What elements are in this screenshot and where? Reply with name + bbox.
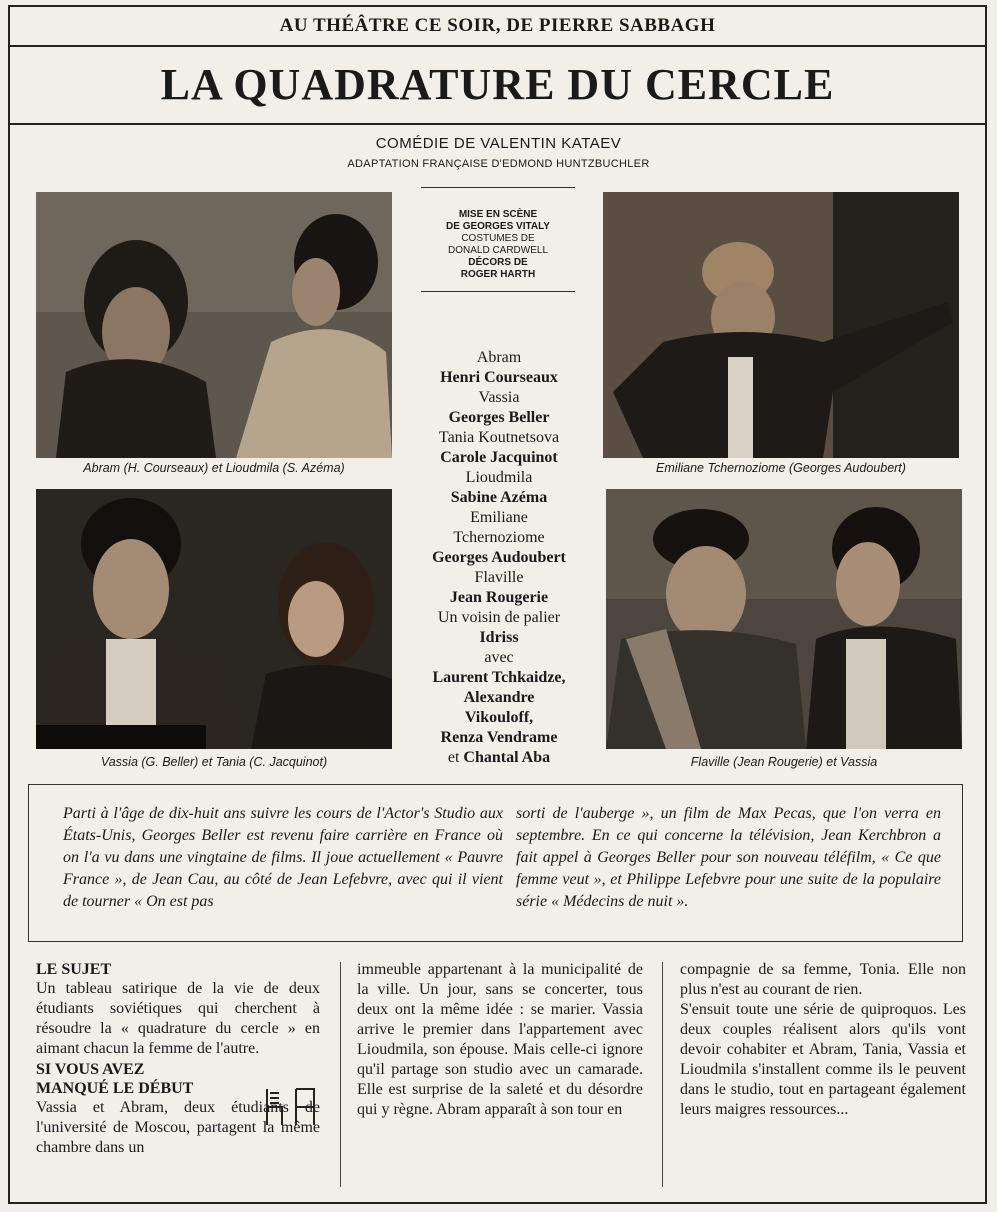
cast-role: Lioudmila (465, 469, 533, 486)
cast-actor: Sabine Azéma (450, 489, 548, 506)
photo-vassia-tania (36, 489, 392, 749)
page-title: LA QUADRATURE DU CERCLE (10, 45, 985, 125)
cast-actor: Carole Jacquinot (440, 449, 558, 466)
cast-actor: Georges Beller (448, 409, 550, 426)
cast-last-prefix: et (447, 749, 460, 766)
crew-line: DÉCORS DE (468, 257, 528, 268)
crew-list (413, 209, 583, 281)
crew-line: MISE EN SCÈNE (458, 209, 538, 220)
kicker: AU THÉÂTRE CE SOIR, DE PIERRE SABBAGH (10, 7, 985, 47)
sujet-text: Un tableau satirique de la vie de deux étudiants soviétiques qui cherchent à résoudre la « quadrature du cercle » en aimant chacun la femme de l'autre. (36, 980, 320, 1057)
cast-role: Tchernoziome (453, 529, 545, 546)
cast-actor: Alexandre (463, 689, 535, 706)
crew-line: DONALD CARDWELL (447, 245, 549, 256)
column-2 (357, 960, 643, 1120)
photo-emiliane (603, 192, 959, 458)
cast-role: Vassia (478, 389, 520, 406)
col3-text-b: S'ensuit toute une série de quiproquos. Les deux couples réalisent alors qu'ils vont devoir cohabiter et Abram, Tania, Vassia et Lioudmila s'installent comme ils le peuvent dans le studio, tout en partageant également leurs maigres ressources... (680, 1001, 966, 1118)
cast-actor: Henri Courseaux (440, 369, 558, 386)
debut-heading-2: MANQUÉ LE DÉBUT (36, 1080, 194, 1097)
crew-rule-top (421, 187, 575, 188)
col3-text-a: compagnie de sa femme, Tonia. Elle non plus n'est au courant de rien. (680, 961, 966, 998)
cast-actor: Idriss (479, 629, 519, 646)
cast-role: Un voisin de palier (437, 609, 561, 626)
cast-lines (404, 348, 594, 748)
caption-photo4: Flaville (Jean Rougerie) et Vassia (690, 755, 878, 769)
cast-actor: Laurent Tchkaidze, (432, 669, 566, 686)
cast-last-line (404, 748, 594, 768)
cast-role: Emiliane (470, 509, 528, 526)
note-left: Parti à l'âge de dix-huit ans suivre les cours de l'Actor's Studio aux États-Unis, Georges Beller est revenu faire carrière en France où on l'a vu dans une vingtaine de films. Il joue actuellement « Pauvre France », de Jean Cau, au côté de Jean Lefebvre, avec qui il vient de tourner « On est pas (63, 805, 503, 910)
caption-photo2: Emiliane Tchernoziome (Georges Audoubert) (656, 461, 906, 475)
col2-text: immeuble appartenant à la municipalité de la ville. Un jour, sans se concerter, tous deux ont la même idée : se marier. Vassia arrive le premier dans l'appartement avec Lioudmila, son épouse. Mais celle-ci ignore qu'il partage son studio avec un camarade. Elle est surprise de la saleté et du désordre qui y règne. Abram apparaît à son tour en (357, 961, 643, 1118)
column-divider-1 (340, 962, 341, 1187)
chairs-icon (262, 1085, 320, 1129)
cast-role: Abram (476, 349, 522, 366)
crew-line: ROGER HARTH (460, 269, 536, 280)
debut-heading-1: SI VOUS AVEZ (36, 1061, 145, 1078)
caption-photo1: Abram (H. Courseaux) et Lioudmila (S. Azéma) (83, 461, 345, 475)
cast-list (404, 348, 594, 768)
crew-line: DE GEORGES VITALY (446, 221, 550, 232)
crew-line: COSTUMES DE (461, 233, 535, 244)
caption-photo3: Vassia (G. Beller) et Tania (C. Jacquinot) (100, 755, 328, 769)
cast-actor: Renza Vendrame (440, 729, 558, 746)
cast-actor: Jean Rougerie (449, 589, 549, 606)
column-divider-2 (662, 962, 663, 1187)
cast-role: Flaville (474, 569, 524, 586)
photo-flaville-vassia (606, 489, 962, 749)
cast-last-name: Chantal Aba (463, 749, 551, 766)
cast-actor: Georges Audoubert (432, 549, 566, 566)
actor-note-box (28, 784, 963, 942)
adaptation-credit: ADAPTATION FRANÇAISE D'EDMOND HUNTZBUCHLER (347, 158, 650, 170)
note-right: sorti de l'auberge », un film de Max Pecas, que l'on verra en septembre. En ce qui concerne la télévision, Jean Kerchbron a fait appel à Georges Beller pour son nouveau téléfilm, « Ce que femme veut », et Philippe Lefebvre pour une suite de la populaire série « Médecins de nuit ». (516, 805, 941, 910)
sujet-heading: LE SUJET (36, 961, 112, 978)
cast-actor: Vikouloff, (464, 709, 534, 726)
cast-role: avec (484, 649, 514, 666)
subtitle: COMÉDIE DE VALENTIN KATAEV (375, 135, 622, 152)
crew-credits (413, 187, 583, 292)
photo-abram-lioudmila (36, 192, 392, 458)
cast-role: Tania Koutnetsova (438, 429, 560, 446)
crew-rule-bottom (421, 291, 575, 292)
debut-text: Vassia et Abram, deux étudiants de l'université de Moscou, partagent la même chambre dans un (36, 1099, 320, 1156)
column-3 (680, 960, 966, 1120)
